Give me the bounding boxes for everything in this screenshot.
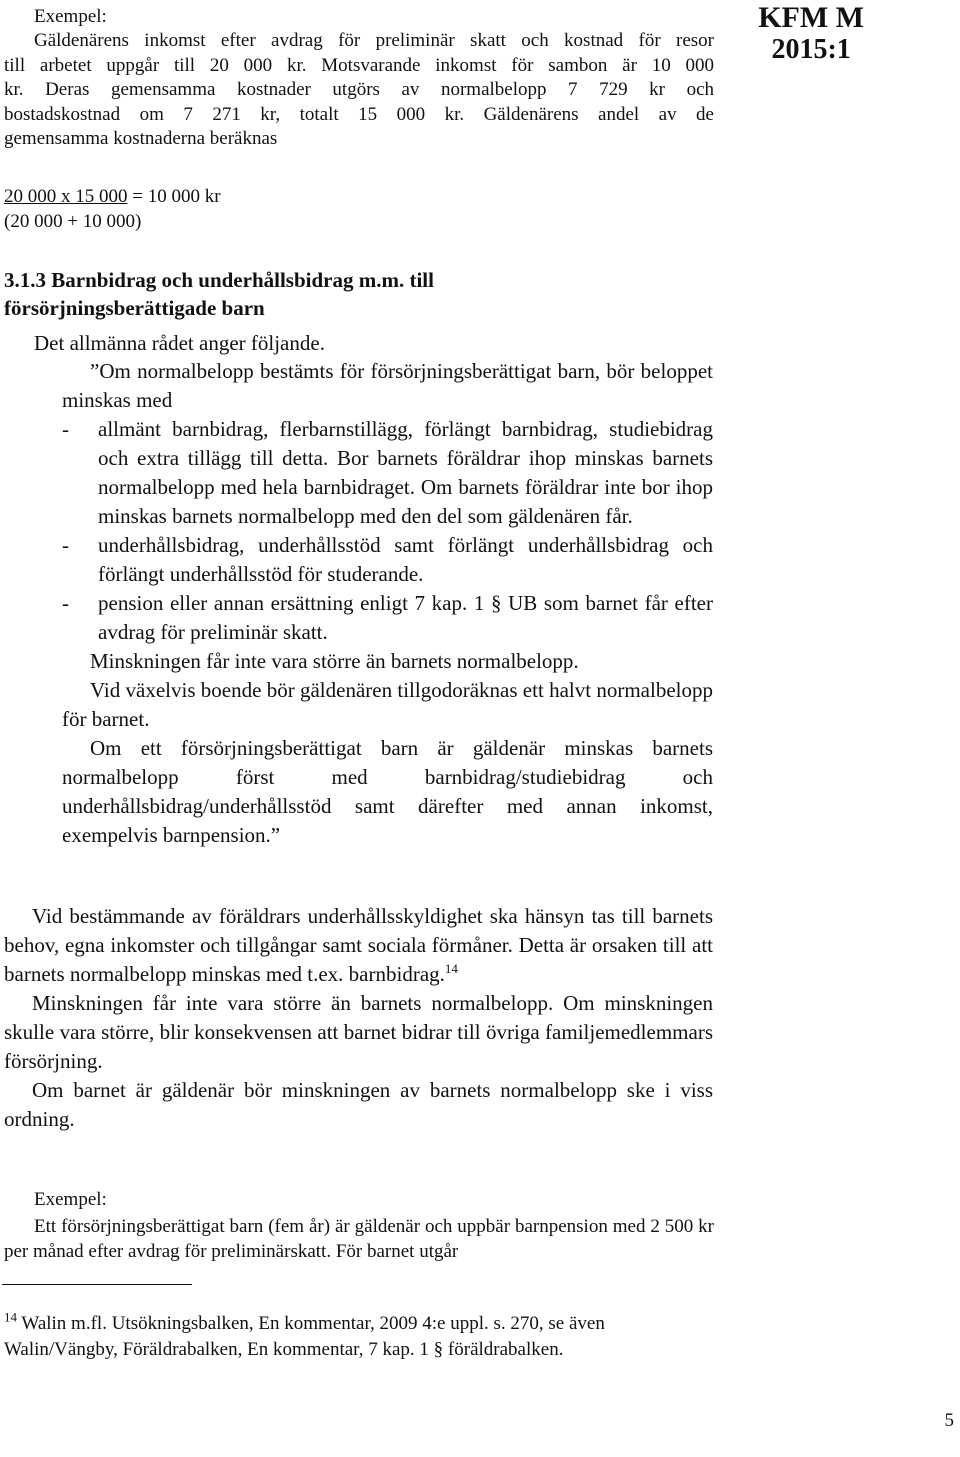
list-dash: - [62,417,69,441]
section-intro: Det allmänna rådet anger följande. [34,331,325,355]
formula-denominator: (20 000 + 10 000) [4,211,142,232]
formula-result: = 10 000 kr [127,186,221,207]
document-header [758,2,864,66]
section-heading [4,266,434,322]
example1-line: gemensamma kostnaderna beräknas [4,128,278,149]
example2-label: Exempel: [34,1189,107,1210]
footnote-separator [2,1284,192,1285]
header-journal: KFM M [758,1,864,34]
list-item [62,531,713,589]
quote-paragraph: Minskningen får inte vara större än barnets normalbelopp. [90,649,579,673]
section-heading-line: försörjningsberättigade barn [4,296,265,320]
list-dash: - [62,533,69,557]
body-paragraph: Minskningen får inte vara större än barnets normalbelopp. Om minskningen skulle vara större, blir konsekvensen att barnet bidrar till övriga familjemedlemmars försörjning. [4,991,713,1073]
list-item-text: pension eller annan ersättning enligt 7 kap. 1 § UB som barnet får efter avdrag för preliminär skatt. [98,591,713,644]
example1-line: kr. Deras gemensamma kostnader utgörs av normalbelopp 7 729 kr och [4,79,714,100]
example1-line: bostadskostnad om 7 271 kr, totalt 15 000 kr. Gäldenärens andel av de [4,103,714,125]
example1-line: till arbetet uppgår till 20 000 kr. Motsvarande inkomst för sambon är 10 000 [4,54,714,76]
list-item-text: allmänt barnbidrag, flerbarnstillägg, förlängt barnbidrag, studiebidrag och extra tillägg till detta. Bor barnets föräldrar ihop minskas barnets normalbelopp med hela barnbidraget. Om barnets föräldrar inte bor ihop minskas barnets normalbelopp med den del som gäldenären får. [98,417,713,528]
body-paragraph-text: Vid bestämmande av föräldrars underhållsskyldighet ska hänsyn tas till barnets behov, egna inkomster och tillgångar samt sociala förmåner. Detta är orsaken till att barnets normalbelopp minskas med t.ex. barnbidrag. [4,904,713,986]
list-dash: - [62,591,69,615]
quote-opening: ”Om normalbelopp bestämts för försörjningsberättigat barn, bör beloppet minskas med [62,359,713,412]
example1-text [4,29,714,152]
deduction-list [62,415,713,647]
section-heading-line: 3.1.3 Barnbidrag och underhållsbidrag m.m. till [4,268,434,292]
footnote [4,1311,694,1363]
page-number: 5 [944,1410,954,1431]
general-advice [62,357,713,850]
footnote-ref: 14 [444,961,458,976]
example2-text: Ett försörjningsberättigat barn (fem år) är gäldenär och uppbär barnpension med 2 500 kr per månad efter avdrag för preliminärskatt. För barnet utgår [4,1216,714,1262]
quote-paragraph: Om ett försörjningsberättigat barn är gäldenär minskas barnets normalbelopp först med barnbidrag/studiebidrag och underhållsbidrag/underhållsstöd samt därefter med annan inkomst, exempelvis barnpension.” [62,736,713,847]
quote-paragraph: Vid växelvis boende bör gäldenären tillgodoräknas ett halvt normalbelopp för barnet. [62,678,713,731]
list-item-text: underhållsbidrag, underhållsstöd samt förlängt underhållsbidrag och förlängt underhållsstöd för studerande. [98,533,713,586]
footnote-text: Walin m.fl. Utsökningsbalken, En kommentar, 2009 4:e uppl. s. 270, se även Walin/Vängby, Föräldrabalken, En kommentar, 7 kap. 1 § föräldrabalken. [4,1313,605,1360]
list-item [62,589,713,647]
footnote-number: 14 [4,1309,17,1325]
formula [4,185,221,210]
list-item [62,415,713,531]
body-text [4,902,713,1134]
example1-line: Gäldenärens inkomst efter avdrag för preliminär skatt och kostnad för resor [34,30,714,51]
body-paragraph [4,902,713,989]
body-paragraph: Om barnet är gäldenär bör minskningen av barnets normalbelopp ske i viss ordning. [4,1078,713,1131]
formula-numerator: 20 000 x 15 000 [4,186,128,207]
header-year: 2015:1 [771,34,851,65]
example1-label: Exempel: [34,6,107,27]
